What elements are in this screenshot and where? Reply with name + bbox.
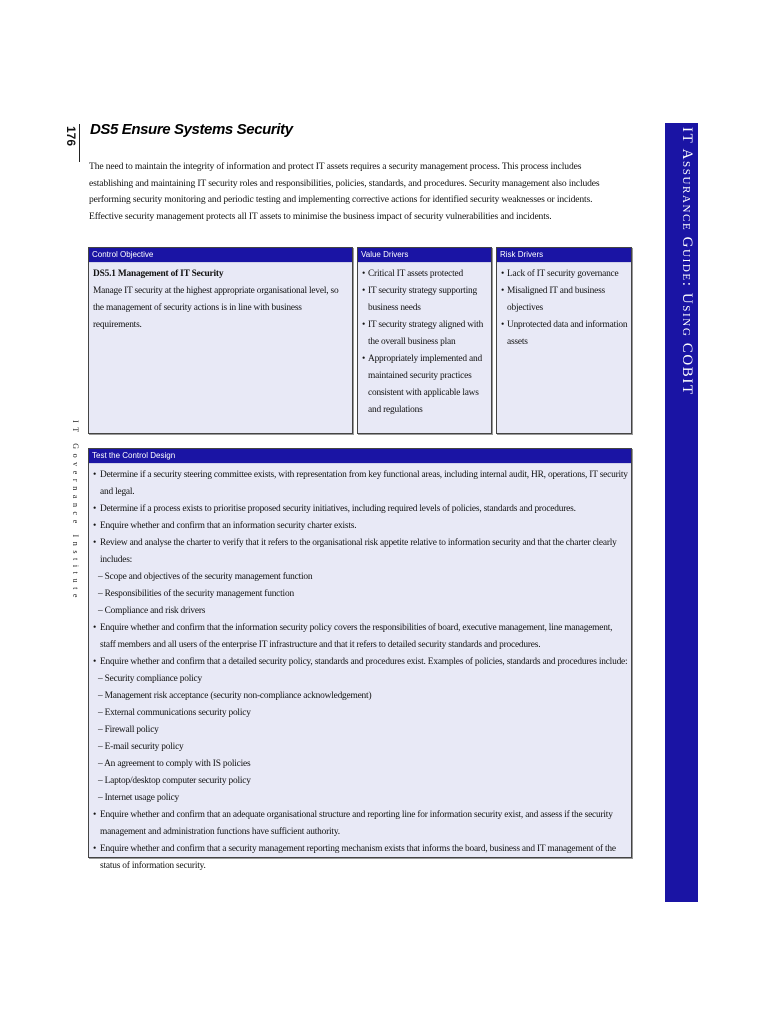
value-drivers-list — [362, 266, 488, 419]
control-objective-box — [88, 247, 353, 434]
test-design-item: – An agreement to comply with IS policies — [98, 759, 251, 769]
intro-paragraph: The need to maintain the integrity of information and protect IT assets requires a security management process. This process includes establishing and maintaining IT security roles and responsibilities, policies, standards, and procedures. Security management also includes performing security monitoring and periodic testing and implementing corrective actions for identified security weaknesses or incidents. Effective security management protects all IT assets to minimise the business impact of security vulnerabilities and incidents. — [89, 161, 600, 222]
test-design-item: • Enquire whether and confirm that a detailed security policy, standards and procedures exist. Examples of policies, standards and procedures include: — [93, 654, 628, 671]
page-number: 176 — [64, 125, 78, 147]
test-design-header: Test the Control Design — [89, 449, 631, 464]
control-objective-text: Manage IT security at the highest appropriate organisational level, so the management of security actions is in line with business requirements. — [93, 286, 339, 330]
risk-driver-item: • Misaligned IT and business objectives — [501, 283, 628, 317]
value-driver-item: • IT security strategy aligned with the overall business plan — [362, 317, 488, 351]
test-design-item: • Determine if a process exists to prioritise proposed security initiatives, including required levels of policies, standards and procedures. — [93, 501, 628, 518]
side-label-guide: IT Assurance Guide: Using COBIT — [679, 127, 695, 396]
test-design-item: – Security compliance policy — [98, 674, 203, 684]
risk-drivers-header: Risk Drivers — [497, 248, 631, 263]
left-rule — [79, 124, 80, 162]
test-design-item: – External communications security policy — [98, 708, 251, 718]
risk-drivers-list — [501, 266, 628, 351]
test-design-item: – Firewall policy — [98, 725, 159, 735]
side-label-institute: IT Governance Institute — [71, 420, 80, 603]
risk-driver-item: • Unprotected data and information assets — [501, 317, 628, 351]
test-design-item: • Enquire whether and confirm that an information security charter exists. — [93, 518, 628, 535]
test-design-item: • Enquire whether and confirm that a security management reporting mechanism exists that informs the board, business and IT management of the status of information security. — [93, 841, 628, 875]
test-design-item: – Internet usage policy — [98, 793, 180, 803]
test-design-item: – Compliance and risk drivers — [98, 606, 206, 616]
control-objective-header: Control Objective — [89, 248, 352, 263]
value-driver-item: • IT security strategy supporting business needs — [362, 283, 488, 317]
page-title: DS5 Ensure Systems Security — [90, 121, 293, 138]
test-design-box — [88, 448, 632, 871]
test-design-item: – Scope and objectives of the security management function — [98, 572, 313, 582]
value-drivers-header: Value Drivers — [358, 248, 491, 263]
test-design-item: – Responsibilities of the security management function — [98, 589, 294, 599]
test-design-item: – Laptop/desktop computer security policy — [98, 776, 251, 786]
value-driver-item: • Critical IT assets protected — [362, 266, 488, 283]
test-design-item: • Enquire whether and confirm that the information security policy covers the responsibilities of board, executive management, line management, staff members and all users of the enterprise IT infrastructure and that it refers to detailed security standards and procedures. — [93, 620, 628, 654]
control-objective-title: DS5.1 Management of IT Security — [93, 269, 224, 279]
value-drivers-box — [357, 247, 492, 434]
test-design-item: • Enquire whether and confirm that an adequate organisational structure and reporting line for information security exist, and assess if the security management and administration functions have sufficient authority. — [93, 807, 628, 841]
value-driver-item: • Appropriately implemented and maintained security practices consistent with applicable laws and regulations — [362, 351, 488, 419]
test-design-list — [93, 467, 628, 875]
test-design-item: – E-mail security policy — [98, 742, 184, 752]
risk-driver-item: • Lack of IT security governance — [501, 266, 628, 283]
test-design-item: • Review and analyse the charter to verify that it refers to the organisational risk appetite relative to information security and that the charter clearly includes: — [93, 535, 628, 569]
test-design-item: – Management risk acceptance (security non-compliance acknowledgement) — [98, 691, 372, 701]
risk-drivers-box — [496, 247, 632, 434]
test-design-item: • Determine if a security steering committee exists, with representation from key functional areas, including internal audit, HR, operations, IT security and legal. — [93, 467, 628, 501]
